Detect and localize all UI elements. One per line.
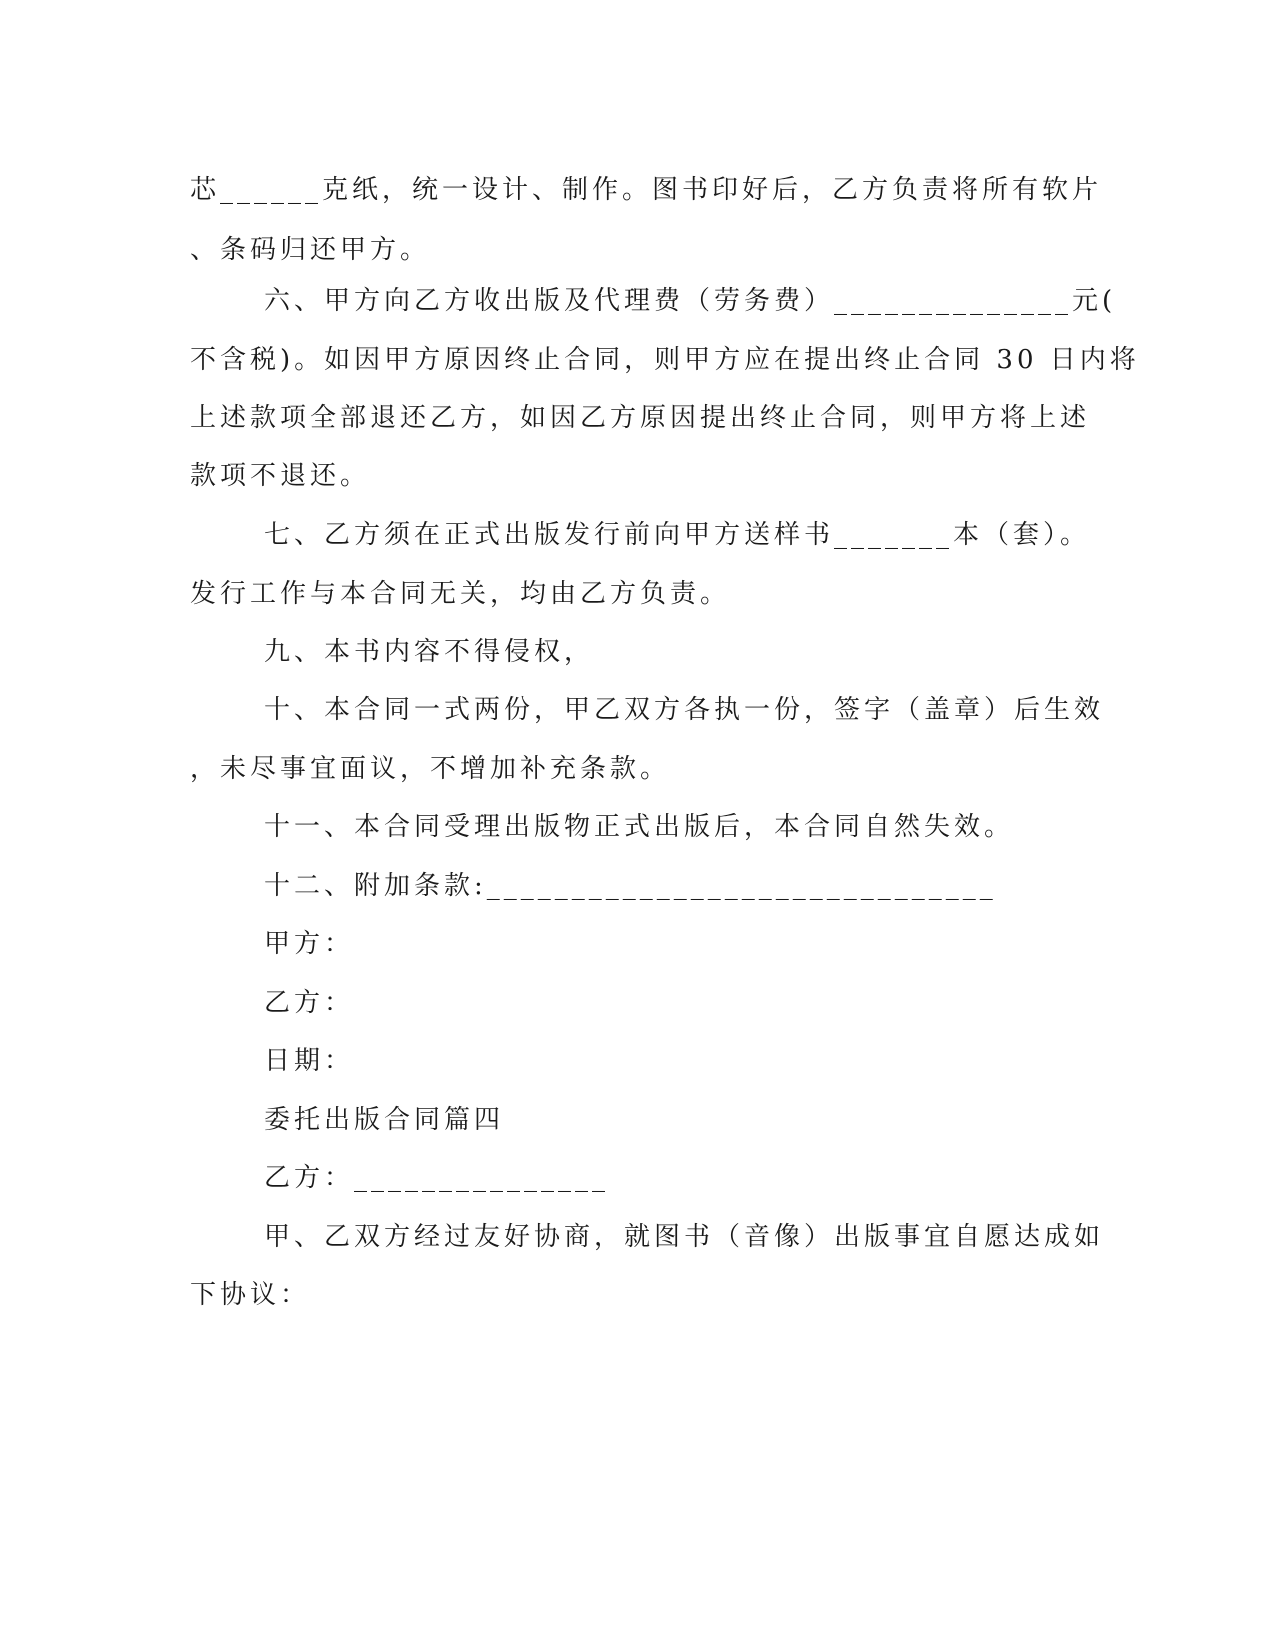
intro-paragraph: 甲、乙双方经过友好协商，就图书（音像）出版事宜自愿达成如 xyxy=(264,1222,1105,1252)
clause-6: 六、甲方向乙方收出版及代理费（劳务费）______________元( xyxy=(264,286,1117,316)
text-line: 、条码归还甲方。 xyxy=(190,235,431,265)
clause-9: 九、本书内容不得侵权， xyxy=(264,637,595,667)
clause-7: 七、乙方须在正式出版发行前向甲方送样书_______本（套）。 xyxy=(264,520,1091,550)
text-line: 不含税)。如因甲方原因终止合同，则甲方应在提出终止合同 30 日内将 xyxy=(190,345,1140,375)
party-b-field: 乙方：_______________ xyxy=(264,1163,610,1193)
text-line: 款项不退还。 xyxy=(190,461,371,491)
party-a-label: 甲方： xyxy=(264,929,355,959)
text-line: 下协议： xyxy=(190,1280,311,1310)
text-line: ，未尽事宜面议，不增加补充条款。 xyxy=(190,754,671,784)
party-b-label: 乙方： xyxy=(264,988,355,1018)
text-line: 发行工作与本合同无关，均由乙方负责。 xyxy=(190,579,731,609)
clause-11: 十一、本合同受理出版物正式出版后，本合同自然失效。 xyxy=(264,812,1015,842)
date-label: 日期： xyxy=(264,1046,355,1076)
clause-10: 十、本合同一式两份，甲乙双方各执一份，签字（盖章）后生效 xyxy=(264,695,1105,725)
section-title: 委托出版合同篇四 xyxy=(264,1105,505,1135)
clause-12: 十二、附加条款:______________________________ xyxy=(264,871,997,901)
text-line: 芯______克纸，统一设计、制作。图书印好后，乙方负责将所有软片 xyxy=(190,175,1103,205)
text-line: 上述款项全部退还乙方，如因乙方原因提出终止合同，则甲方将上述 xyxy=(190,403,1091,433)
